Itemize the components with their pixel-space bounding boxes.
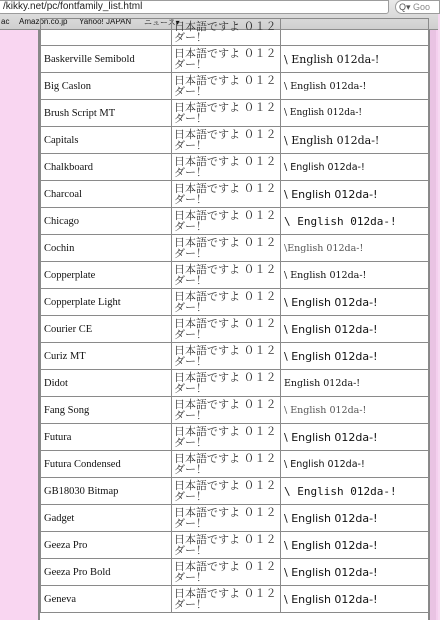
search-placeholder: Goo xyxy=(413,2,431,12)
table-row xyxy=(41,235,429,262)
table-row xyxy=(41,559,429,586)
table-row xyxy=(41,181,429,208)
japanese-sample-cell: 日本語ですよ ０１２ ダー！ xyxy=(172,424,281,451)
table-row xyxy=(41,343,429,370)
english-sample-cell: \ English 012da-! xyxy=(281,208,429,235)
font-name-cell: Chicago xyxy=(41,208,172,235)
search-icon: Q▾ xyxy=(399,2,411,12)
japanese-sample-cell: 日本語ですよ ０１２ ダー！ xyxy=(172,397,281,424)
font-name-cell: GB18030 Bitmap xyxy=(41,478,172,505)
english-sample-cell: \ English 012da-! xyxy=(281,505,429,532)
japanese-sample-cell: 日本語ですよ ０１２ ダー！ xyxy=(172,532,281,559)
font-name-cell xyxy=(41,19,172,46)
english-sample-cell: \ English 012da-! xyxy=(281,343,429,370)
japanese-sample-cell: 日本語ですよ ０１２ ダー！ xyxy=(172,289,281,316)
table-row xyxy=(41,154,429,181)
english-sample-cell: \ English 012da-! xyxy=(281,73,429,100)
table-row xyxy=(41,100,429,127)
english-sample-cell: English 012da-! xyxy=(281,370,429,397)
english-sample-cell: \ English 012da-! xyxy=(281,154,429,181)
english-sample-cell: \ English 012da-! xyxy=(281,532,429,559)
english-sample-cell: \ English 012da-! xyxy=(281,46,429,73)
font-name-cell: Futura xyxy=(41,424,172,451)
table-row xyxy=(41,19,429,46)
japanese-sample-cell: 日本語ですよ ０１２ ダー！ xyxy=(172,451,281,478)
english-sample-cell: \English 012da-! xyxy=(281,235,429,262)
page-background-left xyxy=(0,30,38,620)
table-row xyxy=(41,505,429,532)
table-row xyxy=(41,73,429,100)
japanese-sample-cell: 日本語ですよ ０１２ ダー！ xyxy=(172,100,281,127)
font-name-cell: Geeza Pro Bold xyxy=(41,559,172,586)
font-name-cell: Geneva xyxy=(41,586,172,613)
japanese-sample-cell: 日本語ですよ ０１２ ダー！ xyxy=(172,235,281,262)
english-sample-cell: \ English 012da-! xyxy=(281,451,429,478)
english-sample-cell: \ English 012da-! xyxy=(281,424,429,451)
table-row xyxy=(41,316,429,343)
font-name-cell: Curiz MT xyxy=(41,343,172,370)
english-sample-cell: \ English 012da-! xyxy=(281,316,429,343)
japanese-sample-cell: 日本語ですよ ０１２ ダー！ xyxy=(172,127,281,154)
english-sample-cell: \ English 012da-! xyxy=(281,289,429,316)
font-name-cell: Fang Song xyxy=(41,397,172,424)
english-sample-cell xyxy=(281,19,429,46)
japanese-sample-cell: 日本語ですよ ０１２ ダー！ xyxy=(172,262,281,289)
table-row xyxy=(41,370,429,397)
english-sample-cell: \ English 012da-! xyxy=(281,397,429,424)
english-sample-cell: \ English 012da-! xyxy=(281,127,429,154)
font-name-cell: Brush Script MT xyxy=(41,100,172,127)
font-name-cell: Gadget xyxy=(41,505,172,532)
english-sample-cell: \ English 012da-! xyxy=(281,559,429,586)
japanese-sample-cell: 日本語ですよ ０１２ ダー！ xyxy=(172,19,281,46)
table-row xyxy=(41,46,429,73)
font-name-cell: Capitals xyxy=(41,127,172,154)
english-sample-cell: \ English 012da-! xyxy=(281,100,429,127)
font-name-cell: Charcoal xyxy=(41,181,172,208)
font-name-cell: Copperplate Light xyxy=(41,289,172,316)
japanese-sample-cell: 日本語ですよ ０１２ ダー！ xyxy=(172,505,281,532)
bookmark-menu[interactable]: ニュース▾ xyxy=(144,18,180,27)
japanese-sample-cell: 日本語ですよ ０１２ ダー！ xyxy=(172,46,281,73)
japanese-sample-cell: 日本語ですよ ０１２ ダー！ xyxy=(172,478,281,505)
table-row xyxy=(41,208,429,235)
table-row xyxy=(41,262,429,289)
font-name-cell: Baskerville Semibold xyxy=(41,46,172,73)
scrollbar[interactable] xyxy=(430,30,436,620)
font-family-table xyxy=(40,18,429,613)
japanese-sample-cell: 日本語ですよ ０１２ ダー！ xyxy=(172,73,281,100)
font-name-cell: Courier CE xyxy=(41,316,172,343)
japanese-sample-cell: 日本語ですよ ０１２ ダー！ xyxy=(172,316,281,343)
bookmark-item[interactable]: Amazon.co.jp xyxy=(19,17,68,26)
search-field[interactable] xyxy=(395,0,440,14)
table-row xyxy=(41,397,429,424)
english-sample-cell: \ English 012da-! xyxy=(281,586,429,613)
bookmark-item[interactable]: Yahoo! JAPAN xyxy=(79,17,132,26)
table-row xyxy=(41,586,429,613)
japanese-sample-cell: 日本語ですよ ０１２ ダー！ xyxy=(172,154,281,181)
font-name-cell: Cochin xyxy=(41,235,172,262)
table-row xyxy=(41,127,429,154)
table-row xyxy=(41,478,429,505)
font-name-cell: Copperplate xyxy=(41,262,172,289)
bookmark-item[interactable]: ac xyxy=(1,17,10,26)
font-name-cell: Didot xyxy=(41,370,172,397)
japanese-sample-cell: 日本語ですよ ０１２ ダー！ xyxy=(172,208,281,235)
japanese-sample-cell: 日本語ですよ ０１２ ダー！ xyxy=(172,586,281,613)
english-sample-cell: \ English 012da-! xyxy=(281,262,429,289)
font-name-cell: Big Caslon xyxy=(41,73,172,100)
english-sample-cell: \ English 012da-! xyxy=(281,478,429,505)
japanese-sample-cell: 日本語ですよ ０１２ ダー！ xyxy=(172,370,281,397)
address-bar[interactable]: /kikky.net/pc/fontfamily_list.html xyxy=(0,0,389,14)
table-row xyxy=(41,451,429,478)
table-row xyxy=(41,289,429,316)
font-name-cell: Futura Condensed xyxy=(41,451,172,478)
japanese-sample-cell: 日本語ですよ ０１２ ダー！ xyxy=(172,343,281,370)
table-row xyxy=(41,532,429,559)
table-row xyxy=(41,424,429,451)
english-sample-cell: \ English 012da-! xyxy=(281,181,429,208)
japanese-sample-cell: 日本語ですよ ０１２ ダー！ xyxy=(172,559,281,586)
font-name-cell: Geeza Pro xyxy=(41,532,172,559)
japanese-sample-cell: 日本語ですよ ０１２ ダー！ xyxy=(172,181,281,208)
font-name-cell: Chalkboard xyxy=(41,154,172,181)
